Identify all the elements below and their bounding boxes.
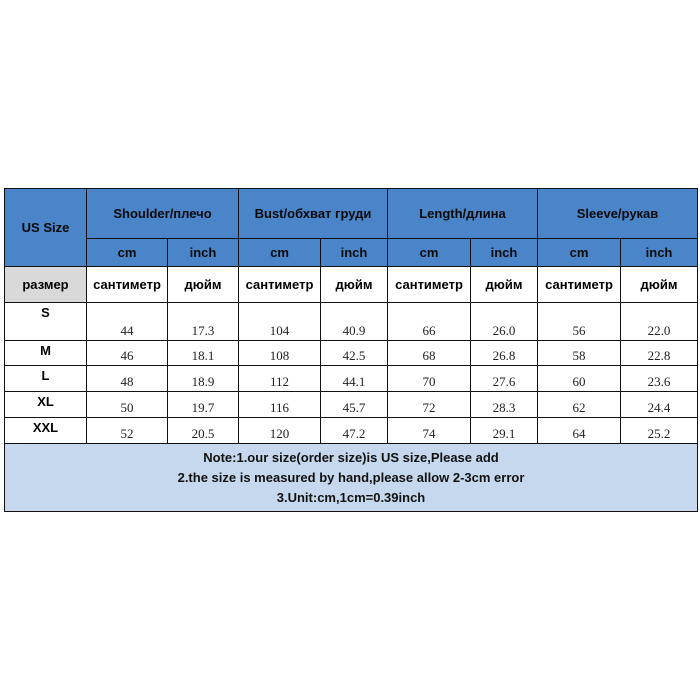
value-cell: 62 — [538, 392, 621, 418]
value-cell: 26.8 — [471, 341, 538, 366]
value-cell: 44.1 — [321, 366, 388, 392]
us-size-header: US Size — [5, 189, 87, 267]
value-cell: 22.8 — [621, 341, 698, 366]
unit-label-ru: сантиметр — [388, 267, 471, 303]
value-cell: 50 — [87, 392, 168, 418]
value-cell: 45.7 — [321, 392, 388, 418]
note-line: Note:1.our size(order size)is US size,Please add — [203, 449, 499, 465]
table-row — [5, 366, 698, 392]
value-cell: 17.3 — [168, 303, 239, 341]
value-cell: 26.0 — [471, 303, 538, 341]
table-row — [5, 392, 698, 418]
bust-header: Bust/обхват груди — [239, 189, 388, 239]
value-cell: 19.7 — [168, 392, 239, 418]
size-chart-table — [4, 188, 698, 512]
value-cell: 66 — [388, 303, 471, 341]
table-row — [5, 418, 698, 444]
unit-header: cm — [239, 239, 321, 267]
value-cell: 112 — [239, 366, 321, 392]
value-cell: 25.2 — [621, 418, 698, 444]
unit-label-ru: сантиметр — [87, 267, 168, 303]
value-cell: 18.9 — [168, 366, 239, 392]
value-cell: 60 — [538, 366, 621, 392]
unit-label-ru: дюйм — [168, 267, 239, 303]
value-cell: 18.1 — [168, 341, 239, 366]
note-line: 3.Unit:cm,1cm=0.39inch — [276, 489, 426, 505]
value-cell: 20.5 — [168, 418, 239, 444]
size-cell: L — [5, 366, 87, 392]
value-cell: 48 — [87, 366, 168, 392]
value-cell: 42.5 — [321, 341, 388, 366]
unit-label-ru: дюйм — [321, 267, 388, 303]
sleeve-header: Sleeve/рукав — [538, 189, 698, 239]
size-cell: XXL — [5, 418, 87, 444]
value-cell: 46 — [87, 341, 168, 366]
value-cell: 68 — [388, 341, 471, 366]
value-cell: 23.6 — [621, 366, 698, 392]
unit-header: inch — [168, 239, 239, 267]
unit-label-ru: сантиметр — [538, 267, 621, 303]
value-cell: 120 — [239, 418, 321, 444]
size-label-ru: размер — [5, 267, 87, 303]
value-cell: 64 — [538, 418, 621, 444]
unit-header: inch — [471, 239, 538, 267]
value-cell: 104 — [239, 303, 321, 341]
unit-header: inch — [321, 239, 388, 267]
value-cell: 22.0 — [621, 303, 698, 341]
unit-label-ru: дюйм — [621, 267, 698, 303]
value-cell: 47.2 — [321, 418, 388, 444]
value-cell: 58 — [538, 341, 621, 366]
value-cell: 29.1 — [471, 418, 538, 444]
value-cell: 52 — [87, 418, 168, 444]
unit-label-ru: дюйм — [471, 267, 538, 303]
table-row — [5, 341, 698, 366]
size-cell: S — [5, 303, 87, 341]
size-cell: M — [5, 341, 87, 366]
value-cell: 27.6 — [471, 366, 538, 392]
value-cell: 74 — [388, 418, 471, 444]
unit-label-ru: сантиметр — [239, 267, 321, 303]
value-cell: 24.4 — [621, 392, 698, 418]
value-cell: 56 — [538, 303, 621, 341]
note-line: 2.the size is measured by hand,please allow 2-3cm error — [177, 469, 525, 485]
shoulder-header: Shoulder/плечо — [87, 189, 239, 239]
value-cell: 70 — [388, 366, 471, 392]
unit-header: cm — [87, 239, 168, 267]
value-cell: 108 — [239, 341, 321, 366]
length-header: Length/длина — [388, 189, 538, 239]
size-cell: XL — [5, 392, 87, 418]
unit-header: cm — [388, 239, 471, 267]
value-cell: 72 — [388, 392, 471, 418]
value-cell: 116 — [239, 392, 321, 418]
value-cell: 40.9 — [321, 303, 388, 341]
table-row — [5, 303, 698, 341]
value-cell: 44 — [87, 303, 168, 341]
unit-header: inch — [621, 239, 698, 267]
value-cell: 28.3 — [471, 392, 538, 418]
unit-header: cm — [538, 239, 621, 267]
size-notes — [5, 444, 698, 512]
